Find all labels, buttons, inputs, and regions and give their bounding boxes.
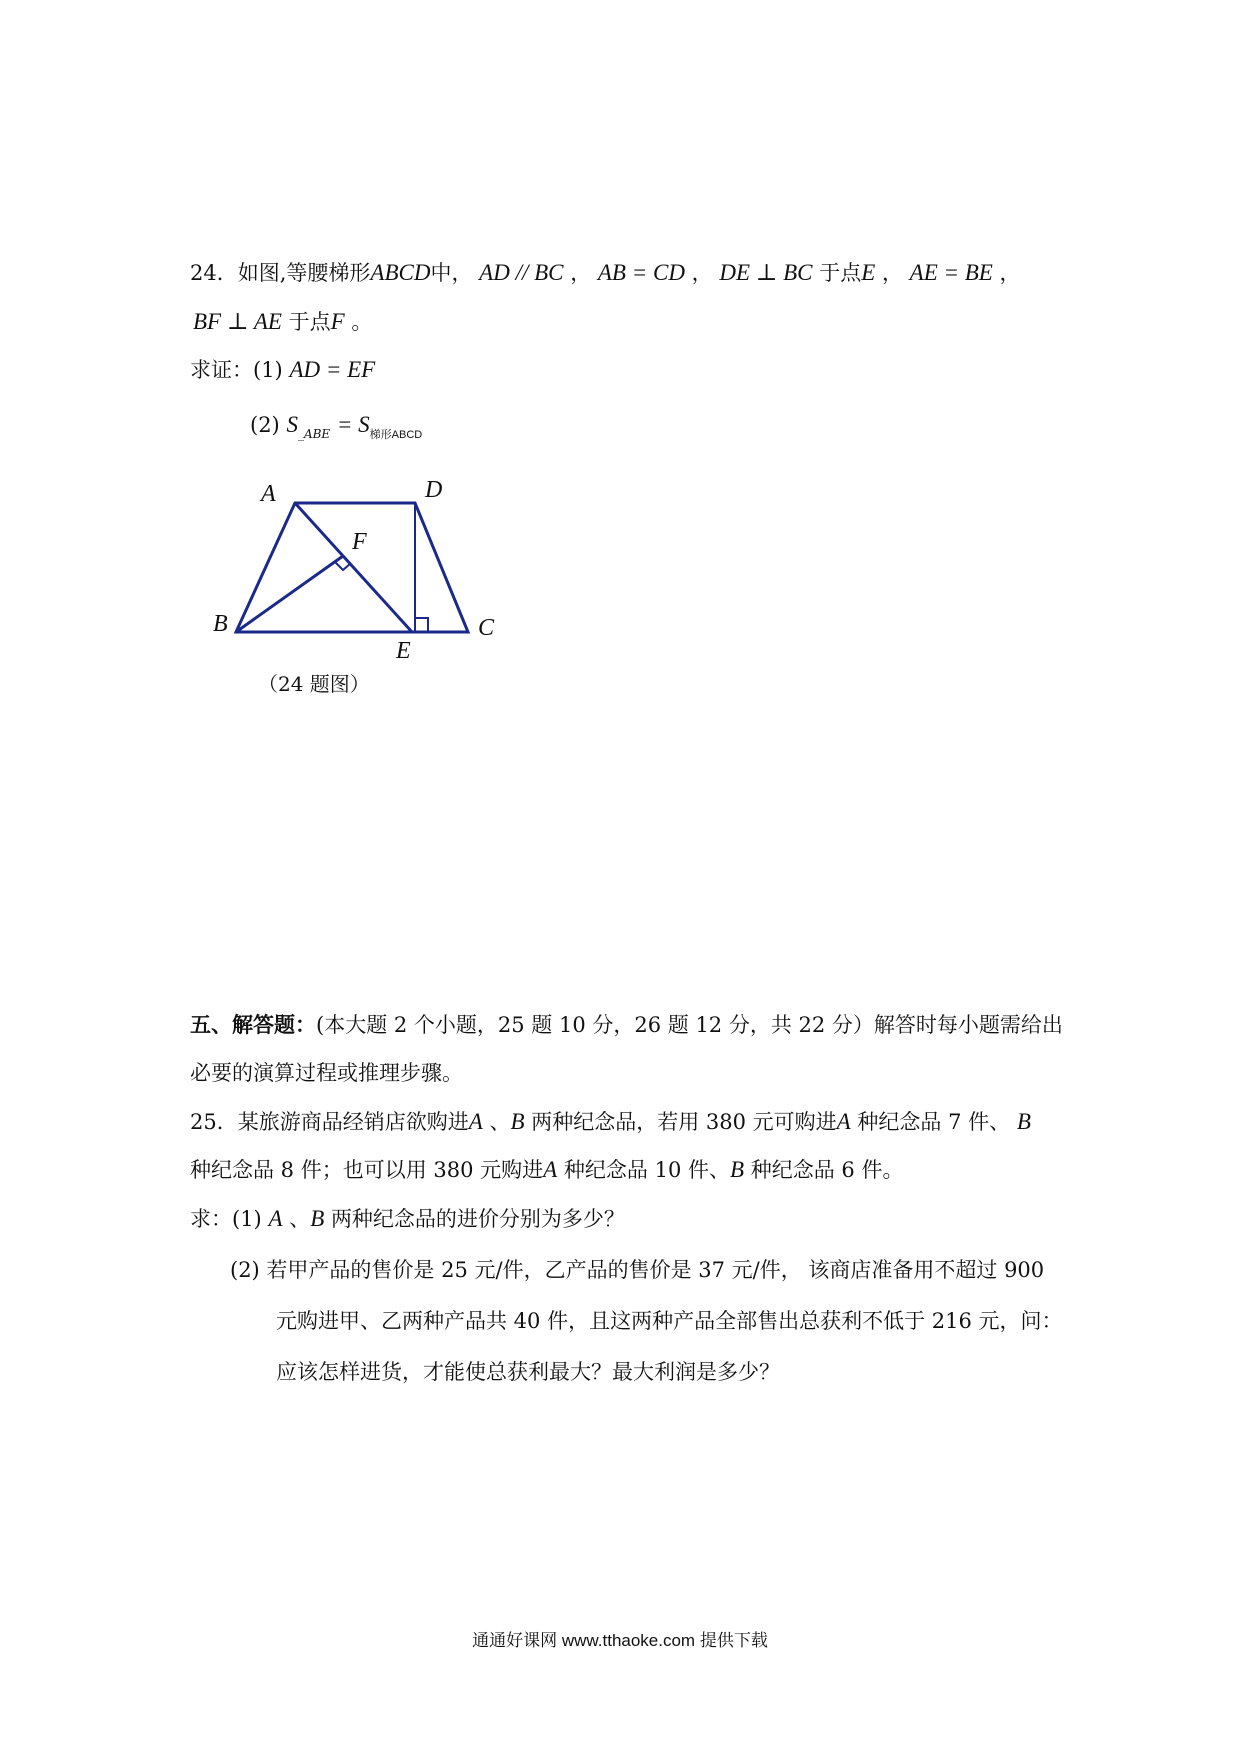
area-equals: = S xyxy=(336,412,370,437)
q25-text: 种纪念品 6 件。 xyxy=(750,1158,904,1182)
label-c: C xyxy=(478,615,495,641)
q24-text: 24．如图,等腰梯形 xyxy=(190,261,371,285)
section5-line2 xyxy=(190,1058,463,1088)
q25-text: 、 xyxy=(489,1110,511,1134)
sep: ， xyxy=(691,261,713,285)
trapezoid-name: ABCD xyxy=(370,260,431,285)
q24-line2 xyxy=(193,307,372,337)
label-e: E xyxy=(396,638,411,664)
q24-text: 于点 xyxy=(288,310,331,334)
q24-text: 中， xyxy=(430,261,473,285)
q25-text: 种纪念品 7 件、 xyxy=(857,1110,1011,1134)
right-angle-e xyxy=(415,618,428,632)
sep: ， xyxy=(570,261,592,285)
point-e: E xyxy=(861,260,876,285)
q25-text: 种纪念品 8 件；也可以用 380 元购进 xyxy=(190,1158,544,1182)
trapezoid-outline xyxy=(236,503,468,632)
q25-line1 xyxy=(190,1107,1031,1137)
q24-line1 xyxy=(190,258,1021,288)
section-desc: (本大题 2 个小题，25 题 10 分，26 题 12 分，共 22 分）解答时每小题需给出 xyxy=(316,1013,1063,1037)
q25-q2-text: (2) 若甲产品的售价是 25 元/件，乙产品的售价是 37 元/件， 该商店准备用不超过 900 xyxy=(230,1258,1045,1282)
q24-prove2 xyxy=(250,410,422,450)
prove-label: 求证：(1) xyxy=(190,358,283,382)
sep: ， xyxy=(881,261,903,285)
area-subscript-abe: _ABE xyxy=(297,427,331,441)
q24-text: 。 xyxy=(351,310,373,334)
point-f: F xyxy=(330,309,345,334)
section5-line1 xyxy=(190,1010,1063,1040)
q25-text: 种纪念品 10 件、 xyxy=(563,1158,730,1182)
item-b: B xyxy=(729,1157,745,1182)
item-a: A xyxy=(836,1109,851,1134)
page-footer: 通通好课网 www.tthaoke.com 提供下载 xyxy=(472,1631,768,1650)
q25-q1 xyxy=(190,1204,625,1234)
q24-text: 于点 xyxy=(819,261,862,285)
label-f: F xyxy=(352,529,367,555)
label-a: A xyxy=(261,481,276,507)
q24-prove1 xyxy=(190,355,375,385)
relation-perpendicular-bf: BF ⊥ AE xyxy=(193,309,282,334)
q25-text: 两种纪念品的进价分别为多少？ xyxy=(330,1207,625,1231)
sep: ， xyxy=(999,261,1021,285)
relation-parallel: AD // BC xyxy=(479,260,564,285)
q25-q2-line2 xyxy=(276,1306,1063,1336)
item-a: A xyxy=(543,1157,558,1182)
area-symbol: S xyxy=(286,412,298,437)
q25-q2-line1 xyxy=(230,1255,1044,1285)
item-b: B xyxy=(510,1109,525,1134)
question-label: 求：(1) xyxy=(190,1207,262,1231)
prove-label-2: (2) xyxy=(250,413,280,437)
segment-ae xyxy=(295,503,412,632)
area-subscript-trapezoid: 梯形ABCD xyxy=(369,429,423,441)
q24-figure xyxy=(200,475,510,675)
q25-q2-text: 元购进甲、乙两种产品共 40 件，且这两种产品全部售出总获利不低于 216 元，问： xyxy=(276,1309,1063,1333)
relation-ae-be: AE = BE xyxy=(909,260,993,285)
relation-perpendicular-de: DE ⊥ BC xyxy=(719,260,813,285)
relation-equal-legs: AB = CD xyxy=(597,260,685,285)
q25-text: 25．某旅游商品经销店欲购进 xyxy=(190,1110,469,1134)
section-desc-2: 必要的演算过程或推理步骤。 xyxy=(190,1061,463,1085)
q25-q2-text: 应该怎样进货，才能使总获利最大？最大利润是多少？ xyxy=(276,1360,780,1384)
item-b: B xyxy=(1016,1109,1031,1134)
q25-line2 xyxy=(190,1155,903,1185)
label-d: D xyxy=(425,477,443,503)
prove-statement-1: AD = EF xyxy=(289,357,376,382)
section-title: 五、解答题： xyxy=(190,1012,316,1037)
q25-q2-line3 xyxy=(276,1357,780,1387)
item-a: A xyxy=(468,1109,483,1134)
item-b: B xyxy=(310,1206,325,1231)
q25-text: 两种纪念品，若用 380 元可购进 xyxy=(531,1110,837,1134)
item-a: A xyxy=(268,1206,283,1231)
label-b: B xyxy=(213,611,228,637)
q25-text: 、 xyxy=(289,1207,311,1231)
figure-caption: （24 题图） xyxy=(258,672,370,696)
